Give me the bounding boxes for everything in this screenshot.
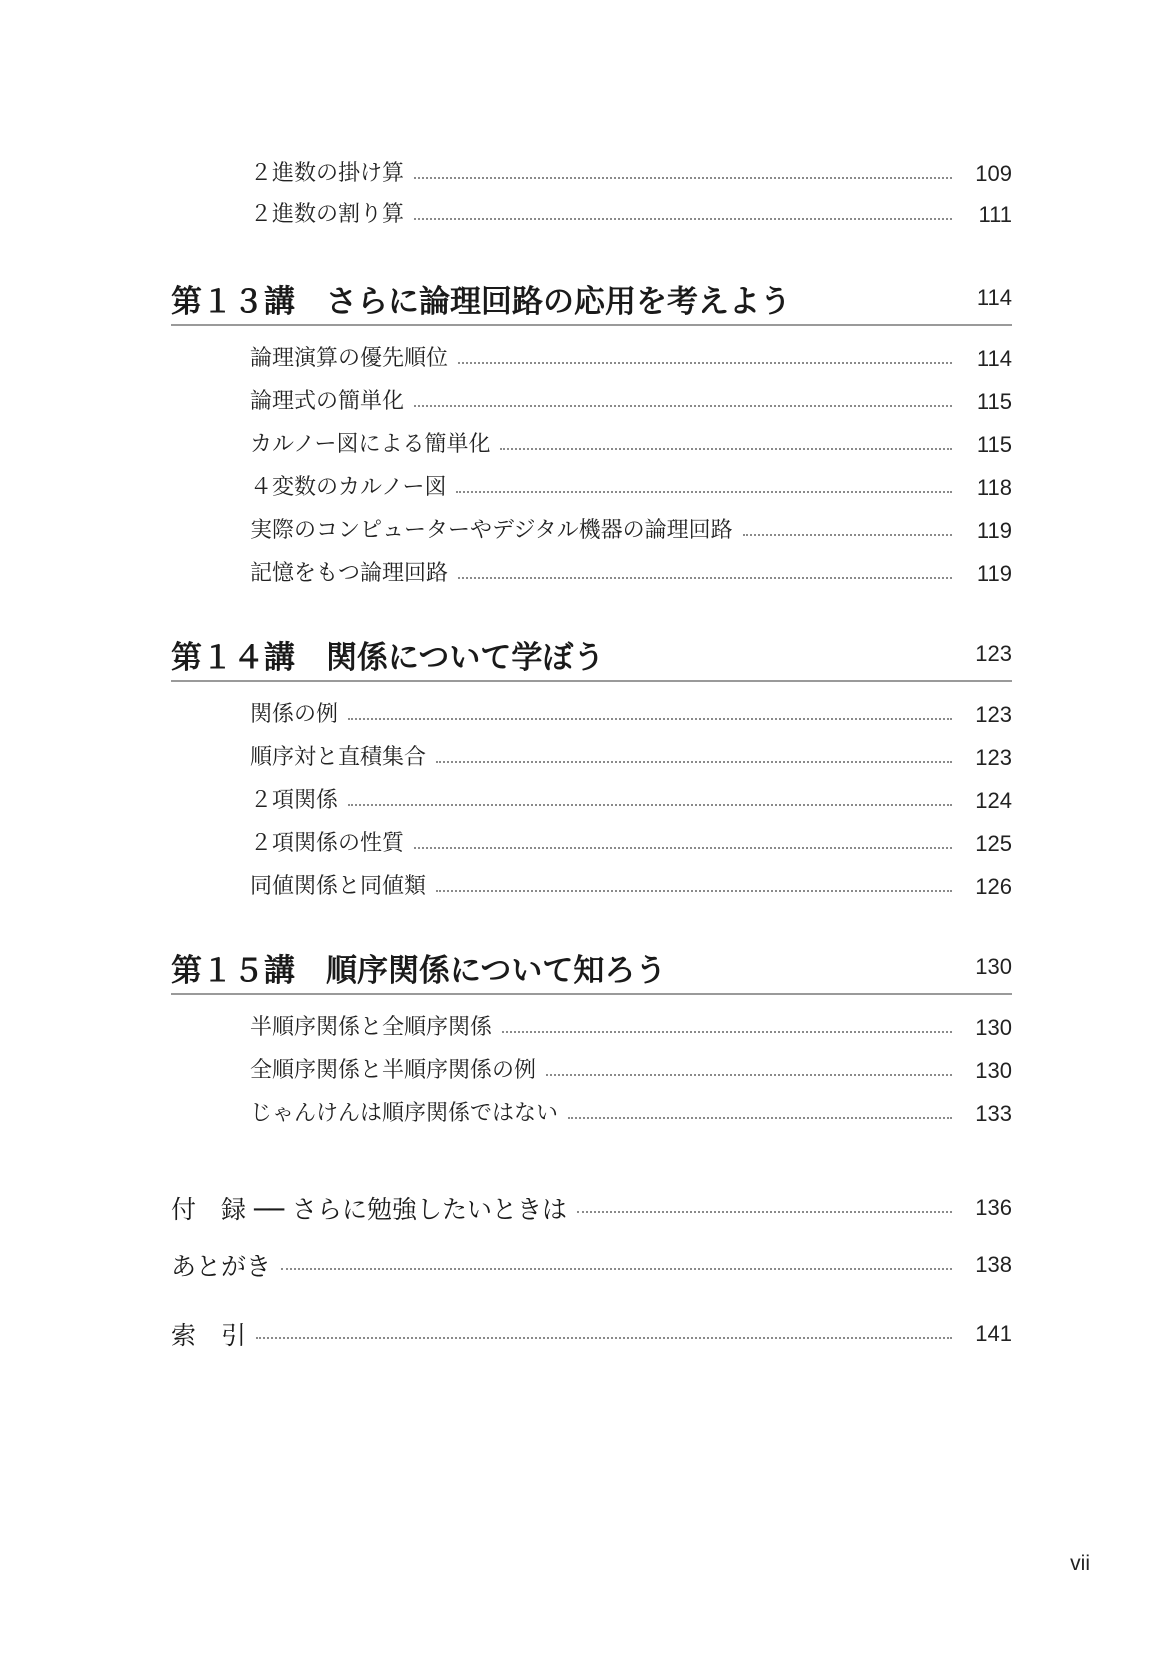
toc-entry[interactable] xyxy=(250,698,1012,732)
toc-entry[interactable] xyxy=(250,784,1012,818)
dot-leader xyxy=(256,1337,952,1339)
chapter-title: さらに論理回路の応用を考えよう xyxy=(326,283,791,320)
toc-entry-title: 同値関係と同値類 xyxy=(250,874,427,899)
dot-leader xyxy=(456,491,952,493)
back-matter-page: 141 xyxy=(975,1321,1012,1346)
chapter-number: 第１５講 xyxy=(171,952,295,989)
dot-leader xyxy=(568,1117,952,1119)
toc-entry-page: 115 xyxy=(976,389,1012,414)
dot-leader xyxy=(414,177,952,179)
back-matter-page: 136 xyxy=(975,1195,1012,1220)
dot-leader xyxy=(743,534,952,536)
dot-leader xyxy=(414,218,952,220)
toc-entry-title: 順序対と直積集合 xyxy=(250,745,427,770)
toc-entry[interactable] xyxy=(250,157,1012,191)
toc-entry[interactable] xyxy=(250,741,1012,775)
toc-entry-page: 123 xyxy=(975,702,1012,727)
chapter-number: 第１４講 xyxy=(171,639,295,676)
toc-entry-title: カルノー図による簡単化 xyxy=(250,432,491,457)
dot-leader xyxy=(414,405,952,407)
toc-entry-title: じゃんけんは順序関係ではない xyxy=(250,1101,559,1126)
toc-entry[interactable] xyxy=(250,385,1012,419)
chapter-heading-14[interactable] xyxy=(171,628,1012,682)
back-matter-page: 138 xyxy=(975,1252,1012,1277)
toc-entry-page: 111 xyxy=(978,202,1012,227)
toc-entry[interactable] xyxy=(250,342,1012,376)
toc-entry-page: 124 xyxy=(975,788,1012,813)
toc-entry[interactable] xyxy=(250,870,1012,904)
toc-entry-page: 125 xyxy=(975,831,1012,856)
toc-entry-title: 実際のコンピューターやデジタル機器の論理回路 xyxy=(250,518,733,543)
chapter-title: 順序関係について知ろう xyxy=(326,952,667,989)
toc-entry-title: 記憶をもつ論理回路 xyxy=(250,561,449,586)
dot-leader xyxy=(436,761,952,763)
chapter-heading-13[interactable] xyxy=(171,272,1012,326)
chapter-heading-15[interactable] xyxy=(171,941,1012,995)
toc-entry[interactable] xyxy=(250,198,1012,232)
page-folio: vii xyxy=(1070,1552,1090,1575)
dot-leader xyxy=(414,847,952,849)
toc-entry-title: 論理式の簡単化 xyxy=(250,389,405,414)
toc-entry[interactable] xyxy=(250,428,1012,462)
dot-leader xyxy=(458,362,952,364)
toc-entry[interactable] xyxy=(250,471,1012,505)
toc-entry-title: ２項関係の性質 xyxy=(250,831,405,856)
back-matter-title: 索 引 xyxy=(171,1321,247,1350)
toc-entry[interactable] xyxy=(250,1097,1012,1131)
toc-entry-title: 論理演算の優先順位 xyxy=(250,346,449,371)
toc-entry-title: 半順序関係と全順序関係 xyxy=(250,1015,493,1040)
toc-entry-title: ４変数のカルノー図 xyxy=(250,475,447,500)
back-matter-title: 付 録 ── さらに勉強したいときは xyxy=(171,1195,567,1224)
chapter-page: 123 xyxy=(975,641,1012,666)
back-matter-afterword[interactable] xyxy=(171,1245,1012,1285)
toc-entry-title: 関係の例 xyxy=(250,702,339,727)
dot-leader xyxy=(436,890,952,892)
chapter-number: 第１３講 xyxy=(171,283,295,320)
chapter-title: 関係について学ぼう xyxy=(326,639,605,676)
toc-entry-page: 115 xyxy=(976,432,1012,457)
back-matter-index[interactable] xyxy=(171,1314,1012,1354)
toc-entry-page: 119 xyxy=(976,561,1012,586)
back-matter-appendix[interactable] xyxy=(171,1188,1012,1228)
toc-entry[interactable] xyxy=(250,1011,1012,1045)
back-matter-title: あとがき xyxy=(171,1252,272,1281)
toc-entry-page: 130 xyxy=(975,1015,1012,1040)
toc-entry-title: 全順序関係と半順序関係の例 xyxy=(250,1058,537,1083)
toc-entry[interactable] xyxy=(250,557,1012,591)
toc-entry-page: 118 xyxy=(976,475,1012,500)
toc-entry-page: 109 xyxy=(975,161,1012,186)
toc-entry[interactable] xyxy=(250,1054,1012,1088)
dot-leader xyxy=(348,718,952,720)
toc-entry[interactable] xyxy=(250,827,1012,861)
chapter-page: 114 xyxy=(976,285,1012,310)
toc-entry-page: 126 xyxy=(975,874,1012,899)
toc-entry-page: 133 xyxy=(975,1101,1012,1126)
dot-leader xyxy=(458,577,952,579)
toc-entry-title: ２進数の掛け算 xyxy=(250,161,405,186)
dot-leader xyxy=(348,804,952,806)
toc-entry[interactable] xyxy=(250,514,1012,548)
dot-leader xyxy=(281,1268,952,1270)
chapter-page: 130 xyxy=(975,954,1012,979)
dot-leader xyxy=(502,1031,952,1033)
toc-entry-page: 130 xyxy=(975,1058,1012,1083)
toc-entry-title: ２項関係 xyxy=(250,788,339,813)
dot-leader xyxy=(577,1211,952,1213)
dot-leader xyxy=(500,448,952,450)
toc-entry-title: ２進数の割り算 xyxy=(250,202,405,227)
dot-leader xyxy=(546,1074,952,1076)
toc-entry-page: 119 xyxy=(976,518,1012,543)
toc-entry-page: 123 xyxy=(975,745,1012,770)
toc-entry-page: 114 xyxy=(976,346,1012,371)
